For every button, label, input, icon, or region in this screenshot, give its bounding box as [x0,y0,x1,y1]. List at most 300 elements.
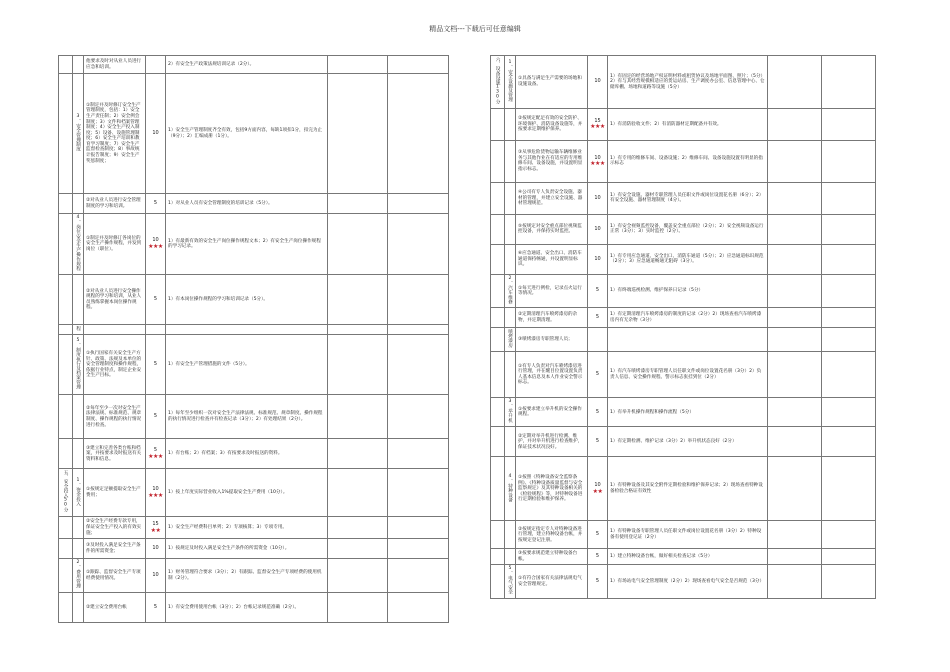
score-text: 5 [153,295,158,302]
score-cell [588,308,608,328]
score-cell [146,214,166,275]
blank-cell [388,194,449,214]
requirement-text: ③从事危险货物运输车辆维修业务与其他作业在有适应的专用维修车间、设备设施，并设置明显指示标志。 [518,150,583,172]
category-cell [59,56,73,74]
detail-cell [608,328,768,352]
blank-cell [328,469,388,517]
score-text: 5 [595,438,600,445]
subcategory-cell [73,469,84,517]
table-row [491,182,876,214]
detail-text: 1）有安全生产管理措施的文件（5分）。 [168,362,250,368]
page-header: 精品文档---下载后可任意编辑 [429,25,521,33]
detail-text: 1）安全生产管理制度齐全有效，包括9方面内容，每缺1项扣1分，扣完为止（9分）；2）汇编成册（1分）。 [168,127,323,139]
detail-cell [166,439,328,469]
detail-cell [608,549,768,565]
subcategory-cell [73,592,84,622]
blank-cell [768,328,822,352]
table-row [491,521,876,549]
detail-text: 1）有特种设备及其安全附件定期检验和维护保养记录；2）现场查看特种设备检验合格证有效性 [610,483,763,494]
category-cell [59,194,73,214]
detail-text: 2）有安全生产政策法规培训记录（2分）。 [168,61,255,67]
score-cell [588,549,608,565]
subcategory-cell [505,182,516,214]
detail-cell [608,427,768,457]
blank-cell [328,335,388,395]
subcategory-text: 2、汽车维修 [507,275,513,304]
requirement-cell [516,108,588,140]
blank-cell [822,244,876,274]
detail-text: 1）每年至少组织一次对安全生产法律法规、标准规范、规章制度、操作规程的执行情况进行检查并有检查记录（3分）；2）有处理结果（2分）。 [168,411,323,422]
category-cell [59,275,73,325]
detail-text: 1）有专用应急通道、安全出口、消防车通道（5分）；2）应急通道标识规范（2分）；3）应急通道畅通无阻碍（3分）。 [610,253,764,265]
table-row [491,244,876,274]
category-cell [491,398,505,427]
subcategory-cell [505,56,516,109]
blank-cell [388,517,449,539]
requirement-text: ②定期对举升机进行检测、维护，并对举升机进行检查维护，保证技术状况良好。 [518,433,583,450]
requirement-cell [516,274,588,308]
left-table [58,55,449,623]
blank-cell [388,325,449,335]
detail-cell [608,140,768,182]
subcategory-cell [505,308,516,328]
requirement-text: ②按规定指定专人对特种设备进行管理，建立特种设备台帐，并按规定登记注册。 [518,526,583,543]
detail-cell [608,457,768,521]
blank-cell [768,56,822,109]
category-cell [59,469,73,517]
requirement-cell [84,559,146,593]
table-row [59,74,449,194]
detail-text: 1）有定期清理汽车喷烤漆房的制度的记录（2分）2）现场查看汽车喷烤漆房内有无杂物（3分） [610,312,762,323]
score-text: 5 [595,314,600,321]
detail-cell [608,244,768,274]
detail-text: 1）有举升机操作规程和操作流程（5分） [610,409,694,415]
requirement-cell [516,427,588,457]
requirement-text: ③喷烤漆房专职管理人员； [518,337,573,343]
subcategory-cell [73,335,84,395]
table-row [59,335,449,395]
score-cell [588,427,608,457]
detail-cell [166,56,328,74]
detail-text: 1）建立特种设备台帐，做好相关检查记录（5分） [610,554,713,560]
category-cell [491,56,505,109]
detail-text: 1）有台账；2）有档案；3）有按要求及时报送的资料。 [168,451,283,457]
requirement-cell [516,214,588,244]
blank-cell [328,395,388,439]
table-row [59,517,449,539]
score-cell [588,244,608,274]
score-text: 5 [595,408,600,415]
score-cell [146,275,166,325]
requirement-text: ③按要求规范建立特种设备台帐。 [518,551,578,562]
subcategory-text: 4、岗位安全生产操作规程 [75,215,81,271]
score-cell [588,56,608,109]
table-row [491,274,876,308]
blank-cell [822,427,876,457]
blank-cell [388,74,449,194]
requirement-cell [84,214,146,275]
detail-cell [608,565,768,599]
table-row [59,395,449,439]
category-cell [59,539,73,559]
detail-cell [608,56,768,109]
subcategory-cell [505,352,516,398]
requirement-text: ②每年至少一次对安全生产法律法规、标准规范、规章制度、操作规程的执行情况进行检查。 [86,405,142,428]
subcategory-cell [73,194,84,214]
category-cell [491,214,505,244]
subcategory-cell [73,74,84,194]
blank-cell [822,549,876,565]
star-rating: ★★★ [148,452,163,460]
detail-cell [166,194,328,214]
requirement-cell [84,592,146,622]
table-row [491,427,876,457]
blank-cell [822,398,876,427]
blank-cell [388,395,449,439]
table-row [59,325,449,335]
blank-cell [388,214,449,275]
table-row [491,549,876,565]
category-cell [491,274,505,308]
score-cell [146,56,166,74]
requirement-cell [84,335,146,395]
subcategory-cell [505,244,516,274]
blank-cell [768,108,822,140]
score-text: 5 [153,361,158,368]
blank-cell [822,308,876,328]
requirement-cell [84,74,146,194]
blank-cell [328,439,388,469]
detail-text: 1）按上年度实际营业收入1%提取安全生产费用（10分）。 [168,490,288,495]
star-rating: ★★★ [590,160,605,168]
table-row [491,56,876,109]
requirement-text: ①制定并及时修订安全生产管理制度，包括：1）安全生产责任制；2）安全例会制度；3）文件和档案管理制度；4）安全生产投入制度；5）设备、设施管理制度；6）安全生产培训和教育学习制度；7）安全生产监督检查制度；8）事故统计报告制度；9）安全生产奖惩制度； [86,102,141,164]
detail-cell [166,517,328,539]
requirement-text: ②对从业人员进行安全管理制度的学习和培训。 [86,197,141,209]
requirement-cell [84,275,146,325]
score-cell [588,108,608,140]
score-text: 10 [594,194,601,201]
category-cell [59,335,73,395]
blank-cell [328,517,388,539]
blank-cell [768,427,822,457]
blank-cell [388,559,449,593]
detail-text: 1）财务管理符合要求（3分）；2）有跟踪、监督安全生产专项经费的使用机制（2分）。 [168,569,322,581]
detail-cell [608,521,768,549]
blank-cell [822,565,876,599]
score-cell [588,182,608,214]
subcategory-text: 4、特种设备 [507,473,513,502]
category-cell [59,517,73,539]
requirement-text: ①按照《特种设备安全监察条例》、《特种设备质量监督与安全监察规定》及其特种设备相关的《检验规程》等，对特种设备进行定期检验和维护保养。 [518,474,583,503]
score-text: 10 [152,237,159,244]
table-row [491,352,876,398]
blank-cell [328,214,388,275]
detail-cell [608,182,768,214]
requirement-text: ②对从业人员进行安全操作规程的学习和培训，从业人员熟练掌握本岗位操作规程。 [86,288,142,311]
category-cell [59,214,73,275]
detail-cell [608,308,768,328]
requirement-text: ①执行国家有关安全生产方针、政策、法规及本单位的安全管理制度和操作规程，依据行业特点，制定企业安全生产目标。 [86,350,142,379]
blank-cell [822,56,876,109]
blank-cell [768,549,822,565]
subcategory-cell [505,427,516,457]
subcategory-cell [505,274,516,308]
score-text: 5 [595,531,600,538]
detail-text: 1）安全生产经费科目单列；2）专项核算；3）专项专用。 [168,524,288,530]
detail-cell [166,74,328,194]
table-row [491,214,876,244]
subcategory-cell [505,140,516,182]
detail-text: 1）按规定及时投入满足安全生产条件的所需资金（10分）。 [168,545,290,551]
subcategory-text: 5、电气安全 [507,566,513,595]
subcategory-text: 2、费用管理 [75,560,81,589]
table-row [59,214,449,275]
detail-cell [608,398,768,427]
requirement-text: ①有符合国家有关法律法规电气安全管理规定。 [518,576,582,587]
table-row [491,328,876,352]
requirement-text: ①制定并及时修订各岗位的安全生产操作规程，并发到岗位（职位）。 [86,235,142,252]
score-text: 10 [594,255,601,262]
category-cell [59,74,73,194]
subcategory-text: 5、制度执行及档案管理 [75,338,81,390]
detail-cell [166,275,328,325]
blank-cell [328,74,388,194]
blank-cell [328,559,388,593]
score-cell [146,335,166,395]
detail-cell [166,335,328,395]
category-text: 六、设备设施130分 [495,57,500,105]
detail-text: 1）有安全视频监控设备，覆盖安全重点部位（2分）；2）安全视频设备运行正常（3分）；3）实时监控（2分）。 [610,223,764,235]
score-text: 10 [152,544,159,551]
blank-cell [822,214,876,244]
score-text: 5 [595,287,600,294]
blank-cell [388,592,449,622]
blank-cell [822,274,876,308]
requirement-cell [84,539,146,559]
score-text: 5 [153,447,158,454]
table-row [491,140,876,182]
blank-cell [328,325,388,335]
star-rating: ★★ [592,487,603,495]
detail-cell [608,108,768,140]
subcategory-cell [505,398,516,427]
category-cell [491,521,505,549]
category-cell [491,182,505,214]
score-cell [146,194,166,214]
detail-text: 1）有安全费用使用台帐（3分）；2）台帐记录规范准确（2分）。 [168,604,300,610]
subcategory-cell [73,539,84,559]
blank-cell [388,469,449,517]
requirement-cell [516,56,588,109]
score-text: 5 [595,577,600,584]
score-cell [146,539,166,559]
category-cell [491,108,505,140]
subcategory-cell [505,108,516,140]
category-cell [59,325,73,335]
score-text: 5 [595,553,600,560]
requirement-text: ①按规定足额提取安全生产费用； [86,487,141,498]
requirement-text: ②安全生产经费专款专用，保证安全生产投入的有效实施； [86,519,142,536]
left-sheet [58,55,448,623]
requirement-cell [516,521,588,549]
requirement-text: ③及时投入满足安全生产条件的所需资金； [86,543,141,554]
blank-cell [328,275,388,325]
detail-cell [166,539,328,559]
star-rating: ★★★ [148,242,163,250]
detail-text: 1）有汽车喷烤漆房专职管理人员任职文件或岗位设置花名册（3分）2）负责人信息、安全操作规程、警示标志张挂到位（2分） [610,369,762,380]
blank-cell [822,108,876,140]
category-cell [491,457,505,521]
blank-cell [768,398,822,427]
requirement-cell [84,56,146,74]
subcategory-cell [505,214,516,244]
requirement-text: ②按规定配足有效的安全防护、环境保护、消防设备设施等，并按要求定期维护保养。 [518,115,583,133]
score-text: 10 [594,482,601,489]
score-text: 5 [595,371,600,378]
requirement-text: ②定期清理汽车喷烤漆房的杂物，并定期清理。 [518,312,578,323]
subcategory-cell [73,214,84,275]
right-table [490,55,876,599]
detail-text: 1）有消防验收文件；2）有消防器材定期配备并有效。 [610,121,722,127]
score-text: 10 [594,78,601,85]
detail-text: 1）有固定的经营场地产权证明材料或租赁协议及场地平面图、照片；（5分）2）有与其经营规模相适应的货运站房、生产调度办公室、信息管理中心、仓储库棚、场地和道路等设施（5分） [610,73,765,90]
category-cell [59,559,73,593]
subcategory-cell [73,56,84,74]
requirement-cell [516,565,588,599]
detail-text: 1）有安全设施、器材专职管理人员任职文件或岗位设置花名册（6分）；2）有安全设施、器材管理制度（4分）。 [610,192,764,204]
table-row [59,56,449,74]
subcategory-cell [73,275,84,325]
category-cell [491,328,505,352]
score-text: 15 [594,117,601,124]
detail-text: 1）有专用的维修车间、设备设施；2）维修车间、设备设施设置有明显的指示标志 [610,155,763,167]
requirement-cell [84,325,146,335]
score-text: 10 [152,129,159,136]
blank-cell [768,308,822,328]
blank-cell [768,352,822,398]
category-cell [491,308,505,328]
blank-cell [328,592,388,622]
table-row [491,457,876,521]
score-cell [146,559,166,593]
table-row [59,439,449,469]
requirement-cell [516,328,588,352]
requirement-text: ④公司有专人负责安全设施、器材的管理，并建立安全设施、器材管理规范。 [518,189,583,207]
subcategory-cell [505,457,516,521]
requirement-cell [516,398,588,427]
table-row [59,592,449,622]
requirement-cell [516,352,588,398]
subcategory-cell [505,549,516,565]
detail-cell [166,325,328,335]
table-row [59,539,449,559]
blank-cell [388,275,449,325]
detail-cell [608,214,768,244]
score-cell [146,517,166,539]
score-cell [588,521,608,549]
requirement-cell [84,439,146,469]
score-text: 10 [152,571,159,578]
requirement-cell [516,549,588,565]
category-cell [491,352,505,398]
subcategory-cell [505,328,516,352]
requirement-cell [84,194,146,214]
category-cell [491,427,505,457]
detail-text: 1）有终端巡视检测、维护保养日记录（5分） [610,288,704,294]
blank-cell [768,140,822,182]
requirement-text: ①按要求建立举升机的安全操作规程。 [518,406,582,418]
score-cell [146,439,166,469]
blank-cell [388,56,449,74]
table-row [491,308,876,328]
subcategory-text: 3、安全管理制度 [75,113,81,151]
blank-cell [822,328,876,352]
subcategory-text: 1、资金投入 [75,477,81,506]
score-text: 10 [152,486,159,492]
detail-cell [166,469,328,517]
star-rating: ★★ [150,526,161,534]
score-cell [146,325,166,335]
table-row [59,559,449,593]
score-cell [588,398,608,427]
detail-text: 1）对从业人员有安全管理制度的培训记录（5分）。 [168,200,273,206]
blank-cell [768,274,822,308]
subcategory-cell [73,439,84,469]
requirement-cell [516,308,588,328]
category-text: 五、安全投入50分 [63,470,68,513]
table-row [491,565,876,599]
detail-text: 1）有特种设备专职管理人员任职文件或岗位设置花名册（3分）2）特种设备有使用登记证（2分） [610,529,762,540]
blank-cell [822,352,876,398]
blank-cell [768,214,822,244]
blank-cell [822,457,876,521]
detail-cell [166,214,328,275]
requirement-text: ②建立安全费用台帐 [86,604,127,610]
score-text: 5 [153,199,158,206]
score-cell [588,457,608,521]
score-cell [146,469,166,517]
requirement-cell [84,469,146,517]
category-cell [59,439,73,469]
star-rating: ★★★ [148,491,163,499]
score-cell [588,274,608,308]
blank-cell [822,521,876,549]
subcategory-cell [505,565,516,599]
score-text: 10 [594,154,601,161]
subcategory-text: 3、举升机 [507,399,513,423]
blank-cell [388,439,449,469]
blank-cell [768,244,822,274]
blank-cell [328,56,388,74]
score-cell [146,592,166,622]
requirement-cell [84,395,146,439]
score-cell [588,352,608,398]
detail-text: 1）有定期检测、维护记录（3分）2）举升机状态良好（2分） [610,439,737,445]
requirement-cell [84,517,146,539]
table-row [491,398,876,427]
requirement-text: 他要求及时对从业人员进行应急和培训。 [86,58,142,70]
category-cell [59,592,73,622]
requirement-text: ①跟踪、监督安全生产专项经费使用情况。 [86,569,141,581]
requirement-cell [516,140,588,182]
detail-cell [166,395,328,439]
detail-cell [166,592,328,622]
subcategory-text: 喷烤漆房 [507,329,513,348]
requirement-text: ①具备与满足生产需要的场地和设施设备。 [518,76,582,87]
blank-cell [822,182,876,214]
requirement-text: ⑥应急通道、安全出口、消防车通道保持畅通，并设置明显标识。 [518,250,582,268]
